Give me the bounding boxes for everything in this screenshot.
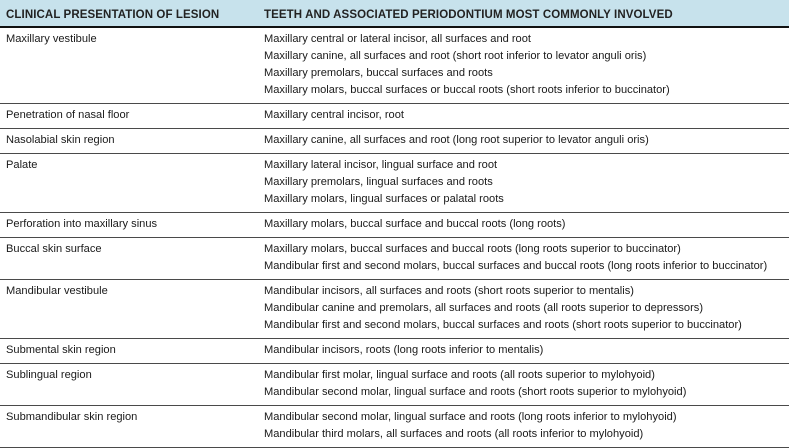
- teeth-involved-line: Mandibular second molar, lingual surface and roots (long roots inferior to mylohyoid): [264, 411, 677, 423]
- clinical-presentation-cell: Sublingual region: [0, 364, 258, 406]
- teeth-involved-cell: [258, 27, 789, 104]
- teeth-involved-line: Maxillary molars, lingual surfaces or palatal roots: [264, 193, 504, 205]
- teeth-involved-line: Mandibular first and second molars, buccal surfaces and buccal roots (long roots inferior to buccinator): [264, 260, 768, 272]
- teeth-involved-line: Mandibular first molar, lingual surface and roots (all roots superior to mylohyoid): [264, 369, 655, 381]
- table-row: [0, 280, 789, 339]
- teeth-involved-line: Mandibular incisors, roots (long roots inferior to mentalis): [264, 344, 544, 356]
- teeth-involved-line: Mandibular first and second molars, buccal surfaces and roots (short roots superior to buccinator): [264, 319, 742, 331]
- table-row: [0, 129, 789, 154]
- teeth-involved-cell: [258, 238, 789, 280]
- teeth-involved-line: Maxillary central incisor, root: [264, 109, 404, 121]
- table-row: [0, 154, 789, 213]
- table-row: [0, 406, 789, 448]
- table-row: [0, 339, 789, 364]
- table-row: [0, 27, 789, 104]
- clinical-presentation-cell: Buccal skin surface: [0, 238, 258, 280]
- table-row: [0, 104, 789, 129]
- teeth-involved-line: Maxillary molars, buccal surfaces and buccal roots (long roots superior to buccinator): [264, 243, 681, 255]
- teeth-involved-cell: [258, 406, 789, 448]
- teeth-involved-cell: [258, 104, 789, 129]
- teeth-involved-cell: [258, 364, 789, 406]
- clinical-presentation-cell: Nasolabial skin region: [0, 129, 258, 154]
- clinical-presentation-cell: Perforation into maxillary sinus: [0, 213, 258, 238]
- clinical-presentation-cell: Submandibular skin region: [0, 406, 258, 448]
- teeth-involved-line: Maxillary premolars, buccal surfaces and roots: [264, 67, 493, 79]
- teeth-involved-cell: [258, 280, 789, 339]
- table-header: [0, 0, 789, 27]
- clinical-presentation-cell: Mandibular vestibule: [0, 280, 258, 339]
- teeth-involved-line: Maxillary molars, buccal surface and buccal roots (long roots): [264, 218, 566, 230]
- teeth-involved-line: Mandibular incisors, all surfaces and roots (short roots superior to mentalis): [264, 285, 634, 297]
- teeth-involved-line: Maxillary molars, buccal surfaces or buccal roots (short roots inferior to buccinator): [264, 84, 670, 96]
- teeth-involved-line: Mandibular canine and premolars, all surfaces and roots (all roots superior to depressors): [264, 302, 704, 314]
- table-row: [0, 213, 789, 238]
- clinical-presentation-cell: Palate: [0, 154, 258, 213]
- teeth-involved-line: Maxillary central or lateral incisor, all surfaces and root: [264, 33, 531, 45]
- clinical-presentation-cell: Submental skin region: [0, 339, 258, 364]
- teeth-involved-cell: [258, 213, 789, 238]
- table-row: [0, 238, 789, 280]
- header-teeth-periodontium: TEETH AND ASSOCIATED PERIODONTIUM MOST COMMONLY INVOLVED: [258, 0, 789, 27]
- table-row: [0, 364, 789, 406]
- teeth-involved-line: Mandibular third molars, all surfaces and roots (all roots inferior to mylohyoid): [264, 428, 644, 440]
- teeth-involved-cell: [258, 339, 789, 364]
- teeth-involved-line: Maxillary canine, all surfaces and root (long root superior to levator anguli oris): [264, 134, 649, 146]
- teeth-involved-cell: [258, 154, 789, 213]
- teeth-involved-line: Maxillary canine, all surfaces and root (short root inferior to levator anguli oris): [264, 50, 647, 62]
- header-clinical-presentation: CLINICAL PRESENTATION OF LESION: [0, 0, 258, 27]
- clinical-presentation-cell: Penetration of nasal floor: [0, 104, 258, 129]
- teeth-involved-line: Mandibular second molar, lingual surface and roots (short roots superior to mylohyoid): [264, 386, 687, 398]
- teeth-involved-cell: [258, 129, 789, 154]
- teeth-involved-line: Maxillary premolars, lingual surfaces and roots: [264, 176, 493, 188]
- clinical-presentation-cell: Maxillary vestibule: [0, 27, 258, 104]
- teeth-involved-line: Maxillary lateral incisor, lingual surface and root: [264, 159, 498, 171]
- header-row: [0, 0, 789, 27]
- table-body: [0, 27, 789, 448]
